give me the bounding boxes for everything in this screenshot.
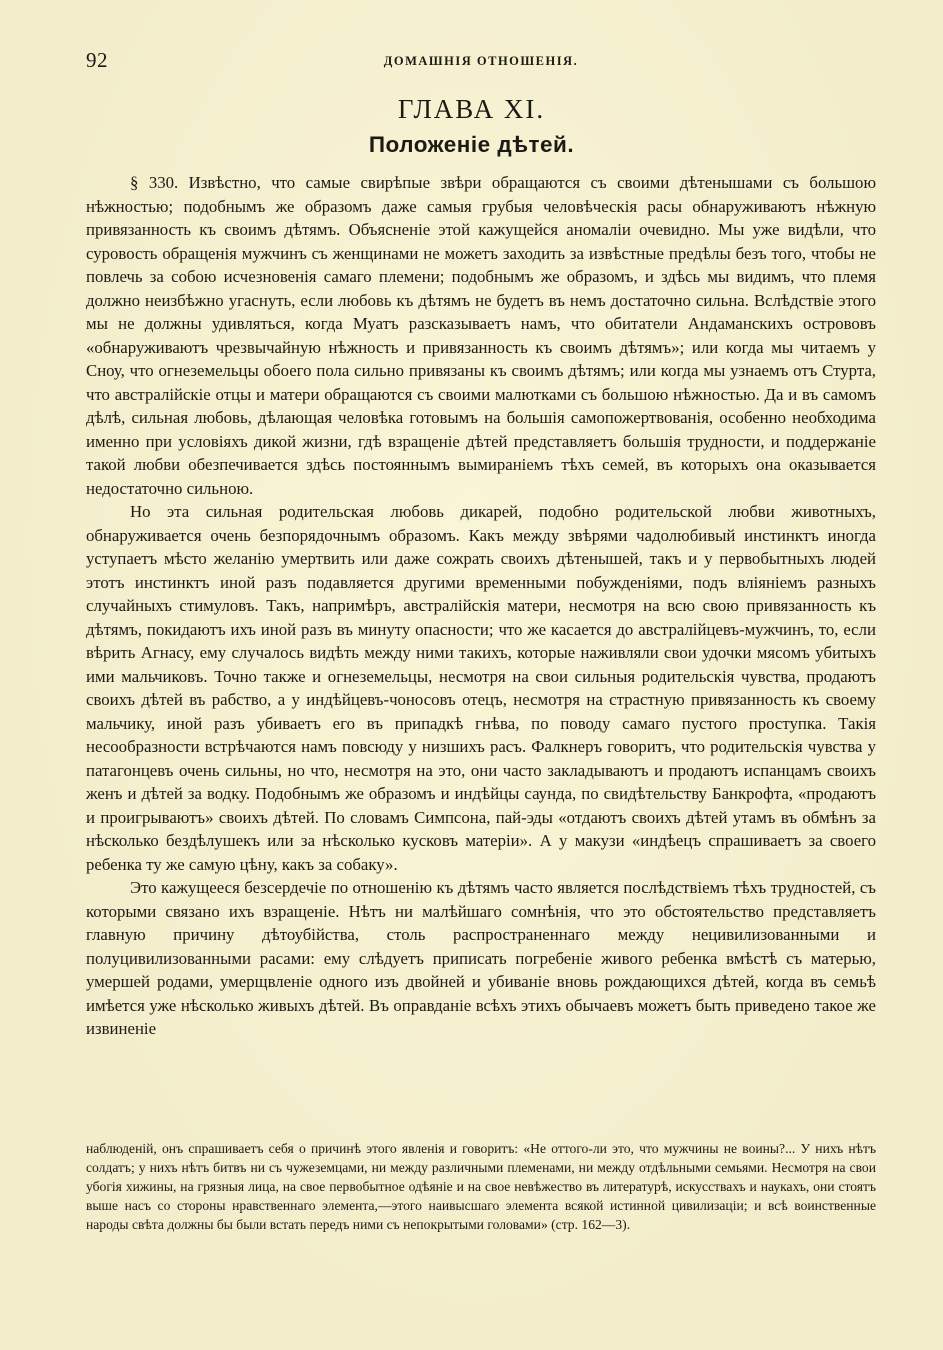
paragraph-2: Но эта сильная родительская любовь дикарей, подобно родительской любви животныхъ, обнаруживается очень безпорядочнымъ образомъ. Какъ между звѣрями чадолюбивый инстинктъ иногда уступаетъ мѣсто желанію умертвить или даже сожрать своихъ дѣтенышей, такъ и у первобытныхъ людей этотъ инстинктъ иной разъ подавляется другими временными побужденіями, подъ вліяніемъ разныхъ случайныхъ стимуловъ. Такъ, напримѣръ, австралійскія матери, несмотря на всю свою привязанность къ дѣтямъ, покидаютъ ихъ иной разъ въ минуту опасности; что же касается до австралійцевъ-мужчинъ, то, если вѣрить Агнасу, ему случалось видѣть между ними такихъ, которые наживляли свои удочки мясомъ убитыхъ ими мальчиковъ. Точно также и огнеземельцы, несмотря на свои сильныя родительскія чувства, продаютъ своихъ дѣтей въ рабство, а у индѣйцевъ-чоносовъ отецъ, несмотря на страстную привязанность къ своему мальчику, иной разъ убиваетъ его въ припадкѣ гнѣва, по поводу самаго пустого проступка. Такія несообразности встрѣчаются намъ повсюду у низшихъ расъ. Фалкнеръ говоритъ, что родительскія чувства у патагонцевъ очень сильны, но что, несмотря на это, они часто закладываютъ и продаютъ испанцамъ своихъ женъ и дѣтей за водку. Подобнымъ же образомъ и индѣйцы саунда, по свидѣтельству Банкрофта, «продаютъ и проигрываютъ» своихъ дѣтей. По словамъ Симпсона, пай-эды «отдаютъ своихъ дѣтей утамъ въ обмѣнъ за нѣсколько бездѣлушекъ или за нѣсколько кусковъ матеріи». А у макузи «индѣецъ спрашиваетъ за своего ребенка ту же самую цѣну, какъ за собаку». — [86, 502, 876, 874]
paragraph-3: Это кажущееся безсердечіе по отношенію къ дѣтямъ часто является послѣдствіемъ тѣхъ трудностей, съ которыми связано ихъ взращеніе. Нѣтъ ни малѣйшаго сомнѣнія, что это обстоятельство представляетъ главную причину дѣтоубійства, столь распространеннаго между нецивилизованными и полуцивилизованными расами: ему слѣдуетъ приписать погребеніе живого ребенка вмѣстѣ съ матерью, умершей родами, умерщвленіе одного изъ двойней и убиваніе вновь рождающихся дѣтей, когда въ семьѣ имѣется уже нѣсколько живыхъ дѣтей. Въ оправданіе всѣхъ этихъ обычаевъ можетъ быть приведено такое же извиненіе — [86, 878, 876, 1038]
body-text — [86, 171, 876, 1041]
running-head — [86, 48, 876, 78]
page-number: 92 — [86, 48, 108, 72]
running-title: ДОМАШНІЯ ОТНОШЕНІЯ. — [383, 54, 579, 68]
paragraph-1: § 330. Извѣстно, что самые свирѣпые звѣри обращаются съ своими дѣтенышами съ большою нѣжностью; подобнымъ же образомъ даже самыя грубыя человѣческія расы обнаруживаютъ нѣжную привязанность къ своимъ дѣтямъ. Объясненіе этой кажущейся аномаліи очевидно. Мы уже видѣли, что суровость обращенія мужчинъ съ женщинами не можетъ заходить за извѣстные предѣлы безъ того, чтобы не повлечь за собою исчезновенія самаго племени; подобнымъ же образомъ, и здѣсь мы видимъ, что племя должно неизбѣжно угаснуть, если любовь къ дѣтямъ не будетъ въ немъ достаточно сильна. Вслѣдствіе этого мы не должны удивляться, когда Муатъ разсказываетъ намъ, что обитатели Андаманскихъ острововъ «обнаруживаютъ чрезвычайную нѣжность и привязанность къ своимъ дѣтямъ»; или когда мы читаемъ у Сноу, что огнеземельцы обоего пола сильно привязаны къ своимъ дѣтямъ; или когда мы узнаемъ отъ Стурта, что австралійскіе отцы и матери обращаются съ своими малютками съ большою нѣжностью. Да и въ самомъ дѣлѣ, сильная любовь, дѣлающая человѣка готовымъ на большія самопожертвованія, особенно необходима именно при условіяхъ дикой жизни, гдѣ взращеніе дѣтей представляетъ большія трудности, и поддержаніе такой любви обезпечивается здѣсь постояннымъ вымираніемъ тѣхъ семей, въ которыхъ она оказывается недостаточно сильною. — [86, 173, 876, 498]
chapter-label: ГЛАВА XI. — [397, 94, 546, 124]
footnote: наблюденій, онъ спрашиваетъ себя о причинѣ этого явленія и говоритъ: «Не оттого-ли это, что мужчины не воины?... У нихъ нѣтъ солдатъ; у нихъ нѣтъ битвъ ни съ чужеземцами, ни между различными племенами, ни между отдѣльными семьями. Несмотря на свои убогія хижины, на грязныя лица, на свое первобытное одѣяніе и на свое невѣжество въ литературѣ, искусствахъ и наукахъ, они стоятъ выше насъ со стороны нравственнаго элемента,—этого наивысшаго элемента всякой истинной цивилизаціи; и всѣ воинственные народы свѣта должны бы были встать передъ ними съ непокрытыми головами» (стр. 162—3). — [86, 1141, 876, 1232]
chapter-title: Положеніе дѣтей. — [368, 132, 575, 157]
